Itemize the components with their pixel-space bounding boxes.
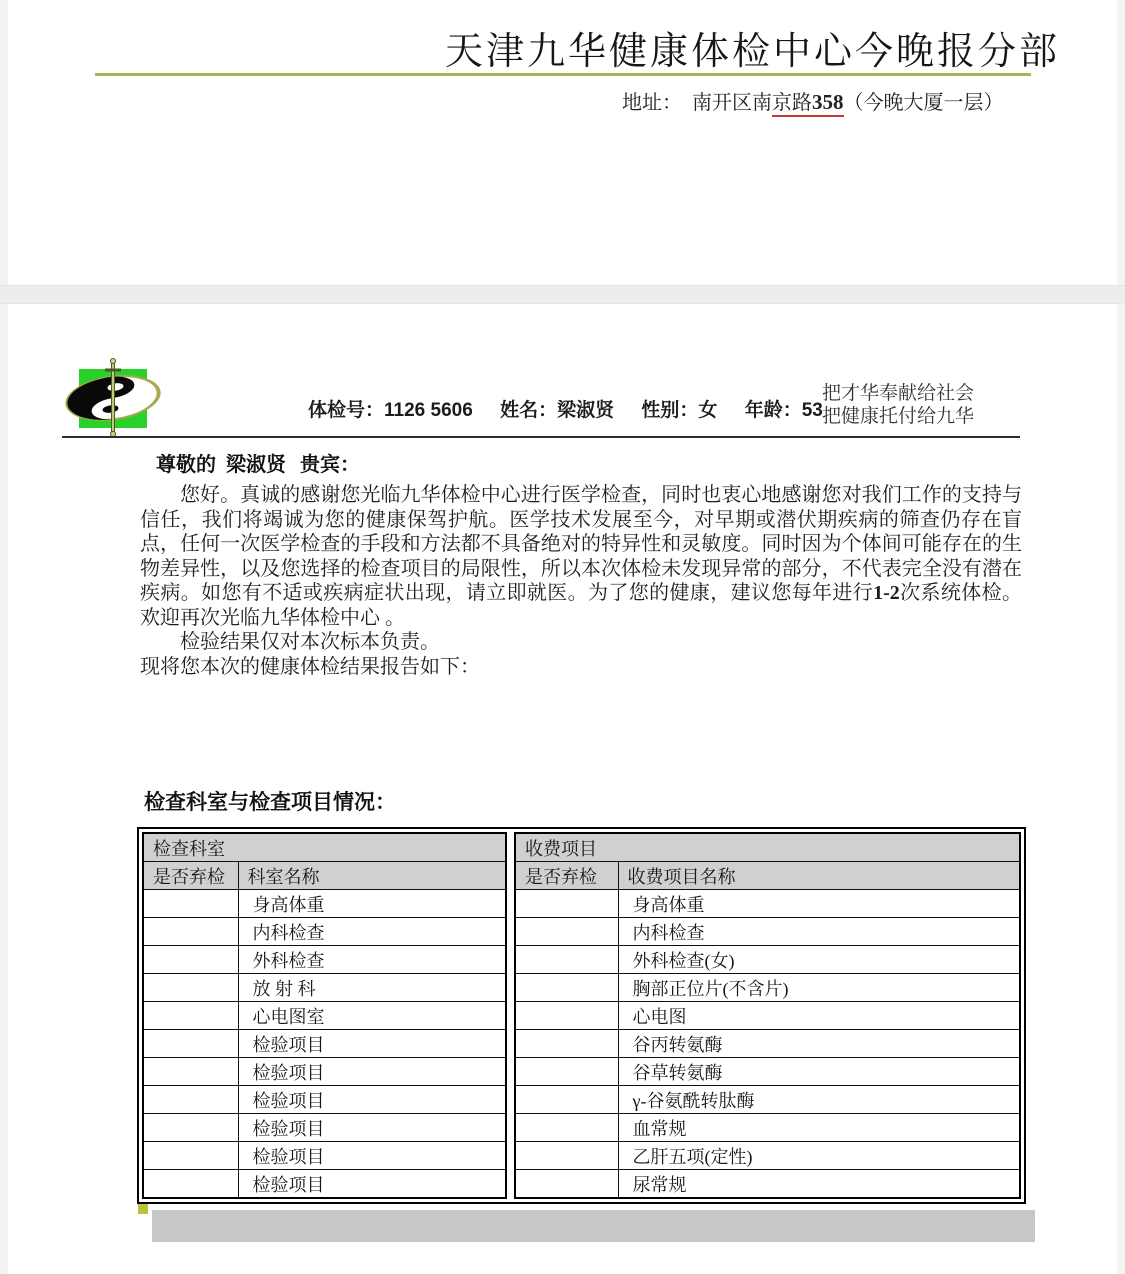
section-title: 检查科室与检查项目情况： (144, 791, 396, 814)
dept-name-cell: 心电图室 (238, 1002, 506, 1030)
fee-row (515, 1030, 1020, 1058)
fee-abandon-cell (515, 974, 618, 1002)
exam-no-label: 体检号： (308, 400, 385, 421)
dept-abandon-cell (143, 1058, 238, 1086)
dept-abandon-header: 是否弃检 (143, 862, 238, 890)
fee-row (515, 1142, 1020, 1170)
name-value: 梁淑贤 (557, 400, 615, 421)
letter-p1-tail: 次系统体检。欢迎再次光临九华体检中心 。 (140, 582, 1023, 629)
fee-row (515, 946, 1020, 974)
address-underlined: 京路 (772, 92, 812, 117)
fee-abandon-cell (515, 918, 618, 946)
dept-abandon-cell (143, 1142, 238, 1170)
address-label: 地址： (622, 92, 682, 114)
fee-row (515, 974, 1020, 1002)
greeting-line (156, 448, 360, 477)
dept-name-cell: 检验项目 (238, 1142, 506, 1170)
dept-row (143, 1114, 506, 1142)
fee-abandon-cell (515, 1002, 618, 1030)
dept-row (143, 1058, 506, 1086)
fee-name-cell: 谷丙转氨酶 (618, 1030, 1020, 1058)
slogan-line-2: 把健康托付给九华 (822, 406, 975, 427)
table-shadow-accent (138, 1204, 148, 1214)
fee-abandon-cell (515, 1114, 618, 1142)
greeting-prefix: 尊敬的 (156, 454, 216, 476)
center-title: 天津九华健康体检中心今晚报分部 (445, 31, 1061, 73)
fee-abandon-cell (515, 1058, 618, 1086)
address-number: 358 (812, 90, 844, 117)
address-suffix: （今晚大厦一层） (843, 92, 1004, 114)
fee-name-cell: 身高体重 (618, 890, 1020, 918)
yin-yang-logo-icon (58, 356, 168, 440)
fee-abandon-cell (515, 946, 618, 974)
address-line (622, 86, 1004, 115)
age-value: 53 (801, 400, 823, 421)
dept-abandon-cell (143, 1030, 238, 1058)
name-label: 姓名： (500, 400, 558, 421)
dept-row (143, 1030, 506, 1058)
page-separator-band (0, 285, 1125, 304)
dept-row (143, 946, 506, 974)
dept-row (143, 974, 506, 1002)
fee-column-header-row (515, 862, 1020, 890)
dept-group-header-row (143, 833, 506, 862)
slogan-line-1: 把才华奉献给社会 (822, 383, 975, 404)
dept-column-header-row (143, 862, 506, 890)
dept-table (142, 832, 507, 1199)
dept-name-cell: 检验项目 (238, 1086, 506, 1114)
dept-row (143, 890, 506, 918)
fee-row (515, 918, 1020, 946)
table-drop-shadow (152, 1210, 1035, 1242)
title-underline-rule (95, 73, 1031, 76)
fee-name-cell: 内科检查 (618, 918, 1020, 946)
dept-name-cell: 身高体重 (238, 890, 506, 918)
address-part1: 南开区南 (692, 92, 772, 114)
greeting-name: 梁淑贤 (226, 454, 286, 476)
exam-no-value: 1126 5606 (384, 400, 473, 421)
letter-p1-bold: 1-2 (873, 582, 900, 604)
dept-row (143, 1142, 506, 1170)
dept-name-cell: 内科检查 (238, 918, 506, 946)
fee-row (515, 890, 1020, 918)
fee-name-cell: 心电图 (618, 1002, 1020, 1030)
dept-abandon-cell (143, 1002, 238, 1030)
dept-name-cell: 检验项目 (238, 1030, 506, 1058)
letter-paragraph-2: 检验结果仅对本次标本负责。 (180, 631, 440, 653)
fee-row (515, 1086, 1020, 1114)
dept-abandon-cell (143, 890, 238, 918)
fee-row (515, 1170, 1020, 1199)
dept-name-cell: 检验项目 (238, 1170, 506, 1199)
gender-label: 性别： (641, 400, 699, 421)
fee-abandon-header: 是否弃检 (515, 862, 618, 890)
page-edge-left (0, 0, 8, 1274)
dept-abandon-cell (143, 1086, 238, 1114)
dept-row (143, 918, 506, 946)
fee-abandon-cell (515, 1030, 618, 1058)
fee-name-cell: γ-谷氨酰转肽酶 (618, 1086, 1020, 1114)
dept-name-cell: 外科检查 (238, 946, 506, 974)
header-divider-rule (62, 436, 1020, 438)
letter-body (140, 483, 1022, 679)
page-edge-right (1117, 0, 1125, 1274)
fee-abandon-cell (515, 1086, 618, 1114)
dept-row (143, 1002, 506, 1030)
dept-name-cell: 检验项目 (238, 1058, 506, 1086)
dept-abandon-cell (143, 974, 238, 1002)
fee-table (514, 832, 1021, 1199)
dept-abandon-cell (143, 946, 238, 974)
dept-abandon-cell (143, 1114, 238, 1142)
fee-group-header-row (515, 833, 1020, 862)
dept-name-cell: 放 射 科 (238, 974, 506, 1002)
gender-value: 女 (698, 400, 718, 421)
fee-name-cell: 乙肝五项(定性) (618, 1142, 1020, 1170)
dept-name-cell: 检验项目 (238, 1114, 506, 1142)
fee-name-cell: 胸部正位片(不含片) (618, 974, 1020, 1002)
fee-row (515, 1002, 1020, 1030)
fee-name-cell: 谷草转氨酶 (618, 1058, 1020, 1086)
dept-table-body (143, 890, 506, 1199)
fee-row (515, 1114, 1020, 1142)
fee-abandon-cell (515, 890, 618, 918)
fee-abandon-cell (515, 1170, 618, 1199)
letter-paragraph-1 (140, 483, 1022, 630)
age-label: 年龄： (744, 400, 802, 421)
dept-abandon-cell (143, 918, 238, 946)
letter-p1-text: 您好。真诚的感谢您光临九华体检中心进行医学检查，同时也衷心地感谢您对我们工作的支持与信任，我们将竭诚为您的健康保驾护航。医学技术发展至今，对早期或潜伏期疾病的筛查仍存在盲点，任何一次医学检查的手段和方法都不具备绝对的特异性和灵敏度。同时因为个体间可能存在的生物差异性，以及您选择的检查项目的局限性，所以本次体检未发现异常的部分，不代表完全没有潜在疾病。如您有不适或疾病症状出现，请立即就医。为了您的健康，建议您每年进行 (140, 484, 1022, 604)
dept-abandon-cell (143, 1170, 238, 1199)
letter-paragraph-3: 现将您本次的健康体检结果报告如下： (140, 655, 480, 678)
fee-name-cell: 外科检查(女) (618, 946, 1020, 974)
exam-table-wrapper (137, 827, 1026, 1204)
slogan-block (822, 382, 974, 428)
fee-row (515, 1058, 1020, 1086)
patient-info-row (308, 395, 845, 422)
dept-row (143, 1086, 506, 1114)
fee-name-cell: 血常规 (618, 1114, 1020, 1142)
fee-name-header: 收费项目名称 (618, 862, 1020, 890)
dept-group-header: 检查科室 (143, 833, 506, 862)
greeting-suffix: 贵宾： (300, 454, 360, 476)
fee-group-header: 收费项目 (515, 833, 1020, 862)
fee-table-body (515, 890, 1020, 1199)
fee-name-cell: 尿常规 (618, 1170, 1020, 1199)
dept-name-header: 科室名称 (238, 862, 506, 890)
fee-abandon-cell (515, 1142, 618, 1170)
dept-row (143, 1170, 506, 1199)
